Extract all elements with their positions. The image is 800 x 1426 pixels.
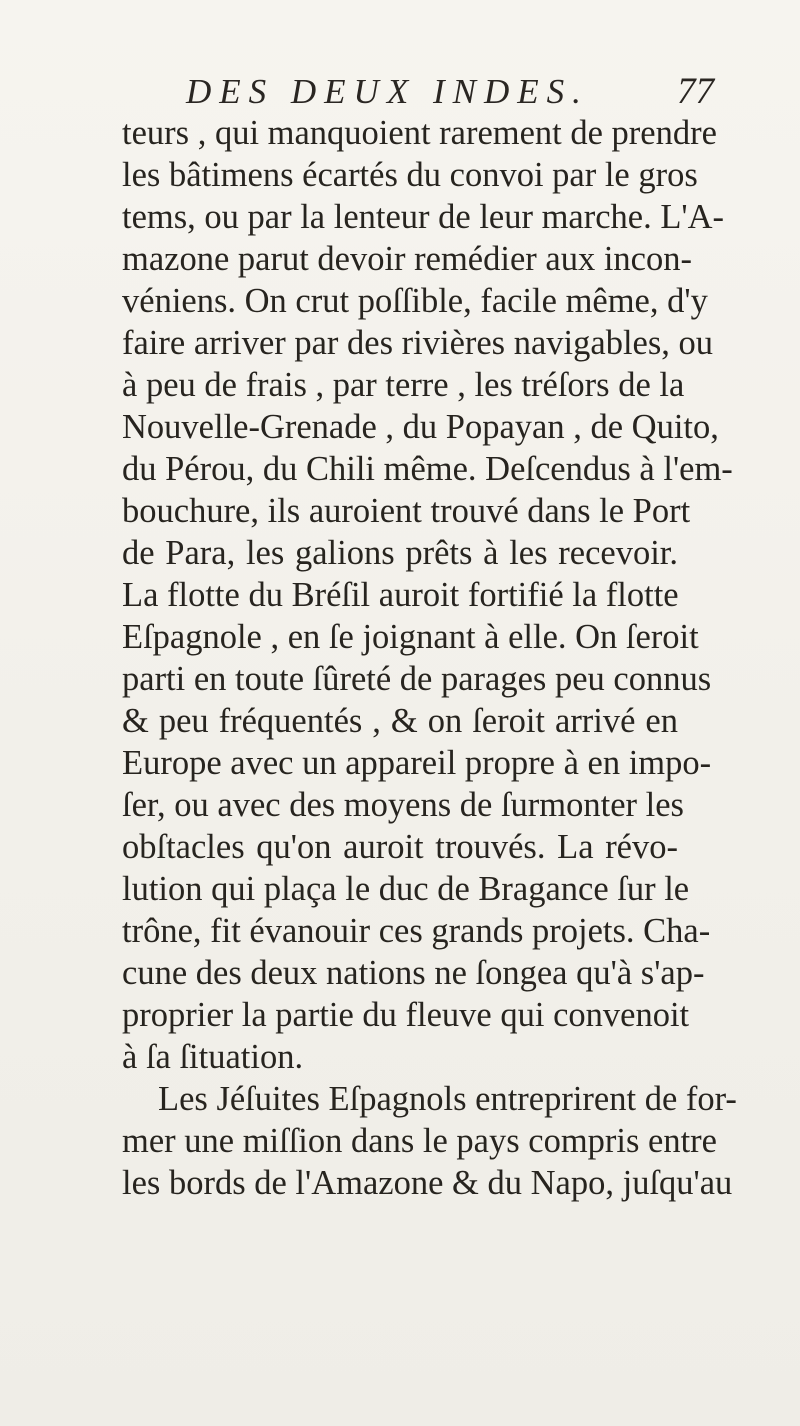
text-line: Nouvelle-Grenade , du Popayan , de Quito, [122,408,719,446]
text-line: mer une miſſion dans le pays compris entre [122,1122,717,1160]
text-line: parti en toute ſûreté de parages peu connus [122,660,712,698]
text-line: faire arriver par des rivières navigables, ou [122,324,714,362]
text-line: obſtacles qu'on auroit trouvés. La révo- [122,828,678,866]
page-number: 77 [677,71,714,112]
text-line: proprier la partie du fleuve qui convenoit [122,996,690,1034]
text-line: ſer, ou avec des moyens de ſurmonter les [122,786,684,824]
paragraph-first-line: Les Jéſuites Eſpagnols entreprirent de for- [158,1080,737,1118]
text-line: Eſpagnole , en ſe joignant à elle. On ſeroit [122,618,699,656]
text-line: Europe avec un appareil propre à en impo- [122,744,712,782]
text-line: cune des deux nations ne ſongea qu'à s'ap- [122,954,705,992]
text-line: à peu de frais , par terre , les tréſors de la [122,366,685,404]
text-line: trône, fit évanouir ces grands projets. Cha- [122,912,711,950]
text-line: & peu fréquentés , & on ſeroit arrivé en [122,702,678,740]
running-title: DES DEUX INDES. [186,72,589,111]
text-line: tems, ou par la lenteur de leur marche. L'A- [122,198,725,236]
text-line: les bâtimens écartés du convoi par le gros [122,156,698,194]
text-line: les bords de l'Amazone & du Napo, juſqu'au [122,1164,733,1202]
text-line: La flotte du Bréſil auroit fortifié la flotte [122,576,679,614]
text-line: à ſa ſituation. [122,1038,304,1076]
text-line: teurs , qui manquoient rarement de prendre [122,114,717,152]
text-line: du Pérou, du Chili même. Deſcendus à l'em- [122,450,733,488]
text-line: mazone parut devoir remédier aux incon- [122,240,692,278]
text-line: de Para, les galions prêts à les recevoir. [122,534,678,572]
text-line: lution qui plaça le duc de Bragance ſur le [122,870,690,908]
text-line: bouchure, ils auroient trouvé dans le Port [122,492,691,530]
text-line: véniens. On crut poſſible, facile même, d'y [122,282,708,320]
